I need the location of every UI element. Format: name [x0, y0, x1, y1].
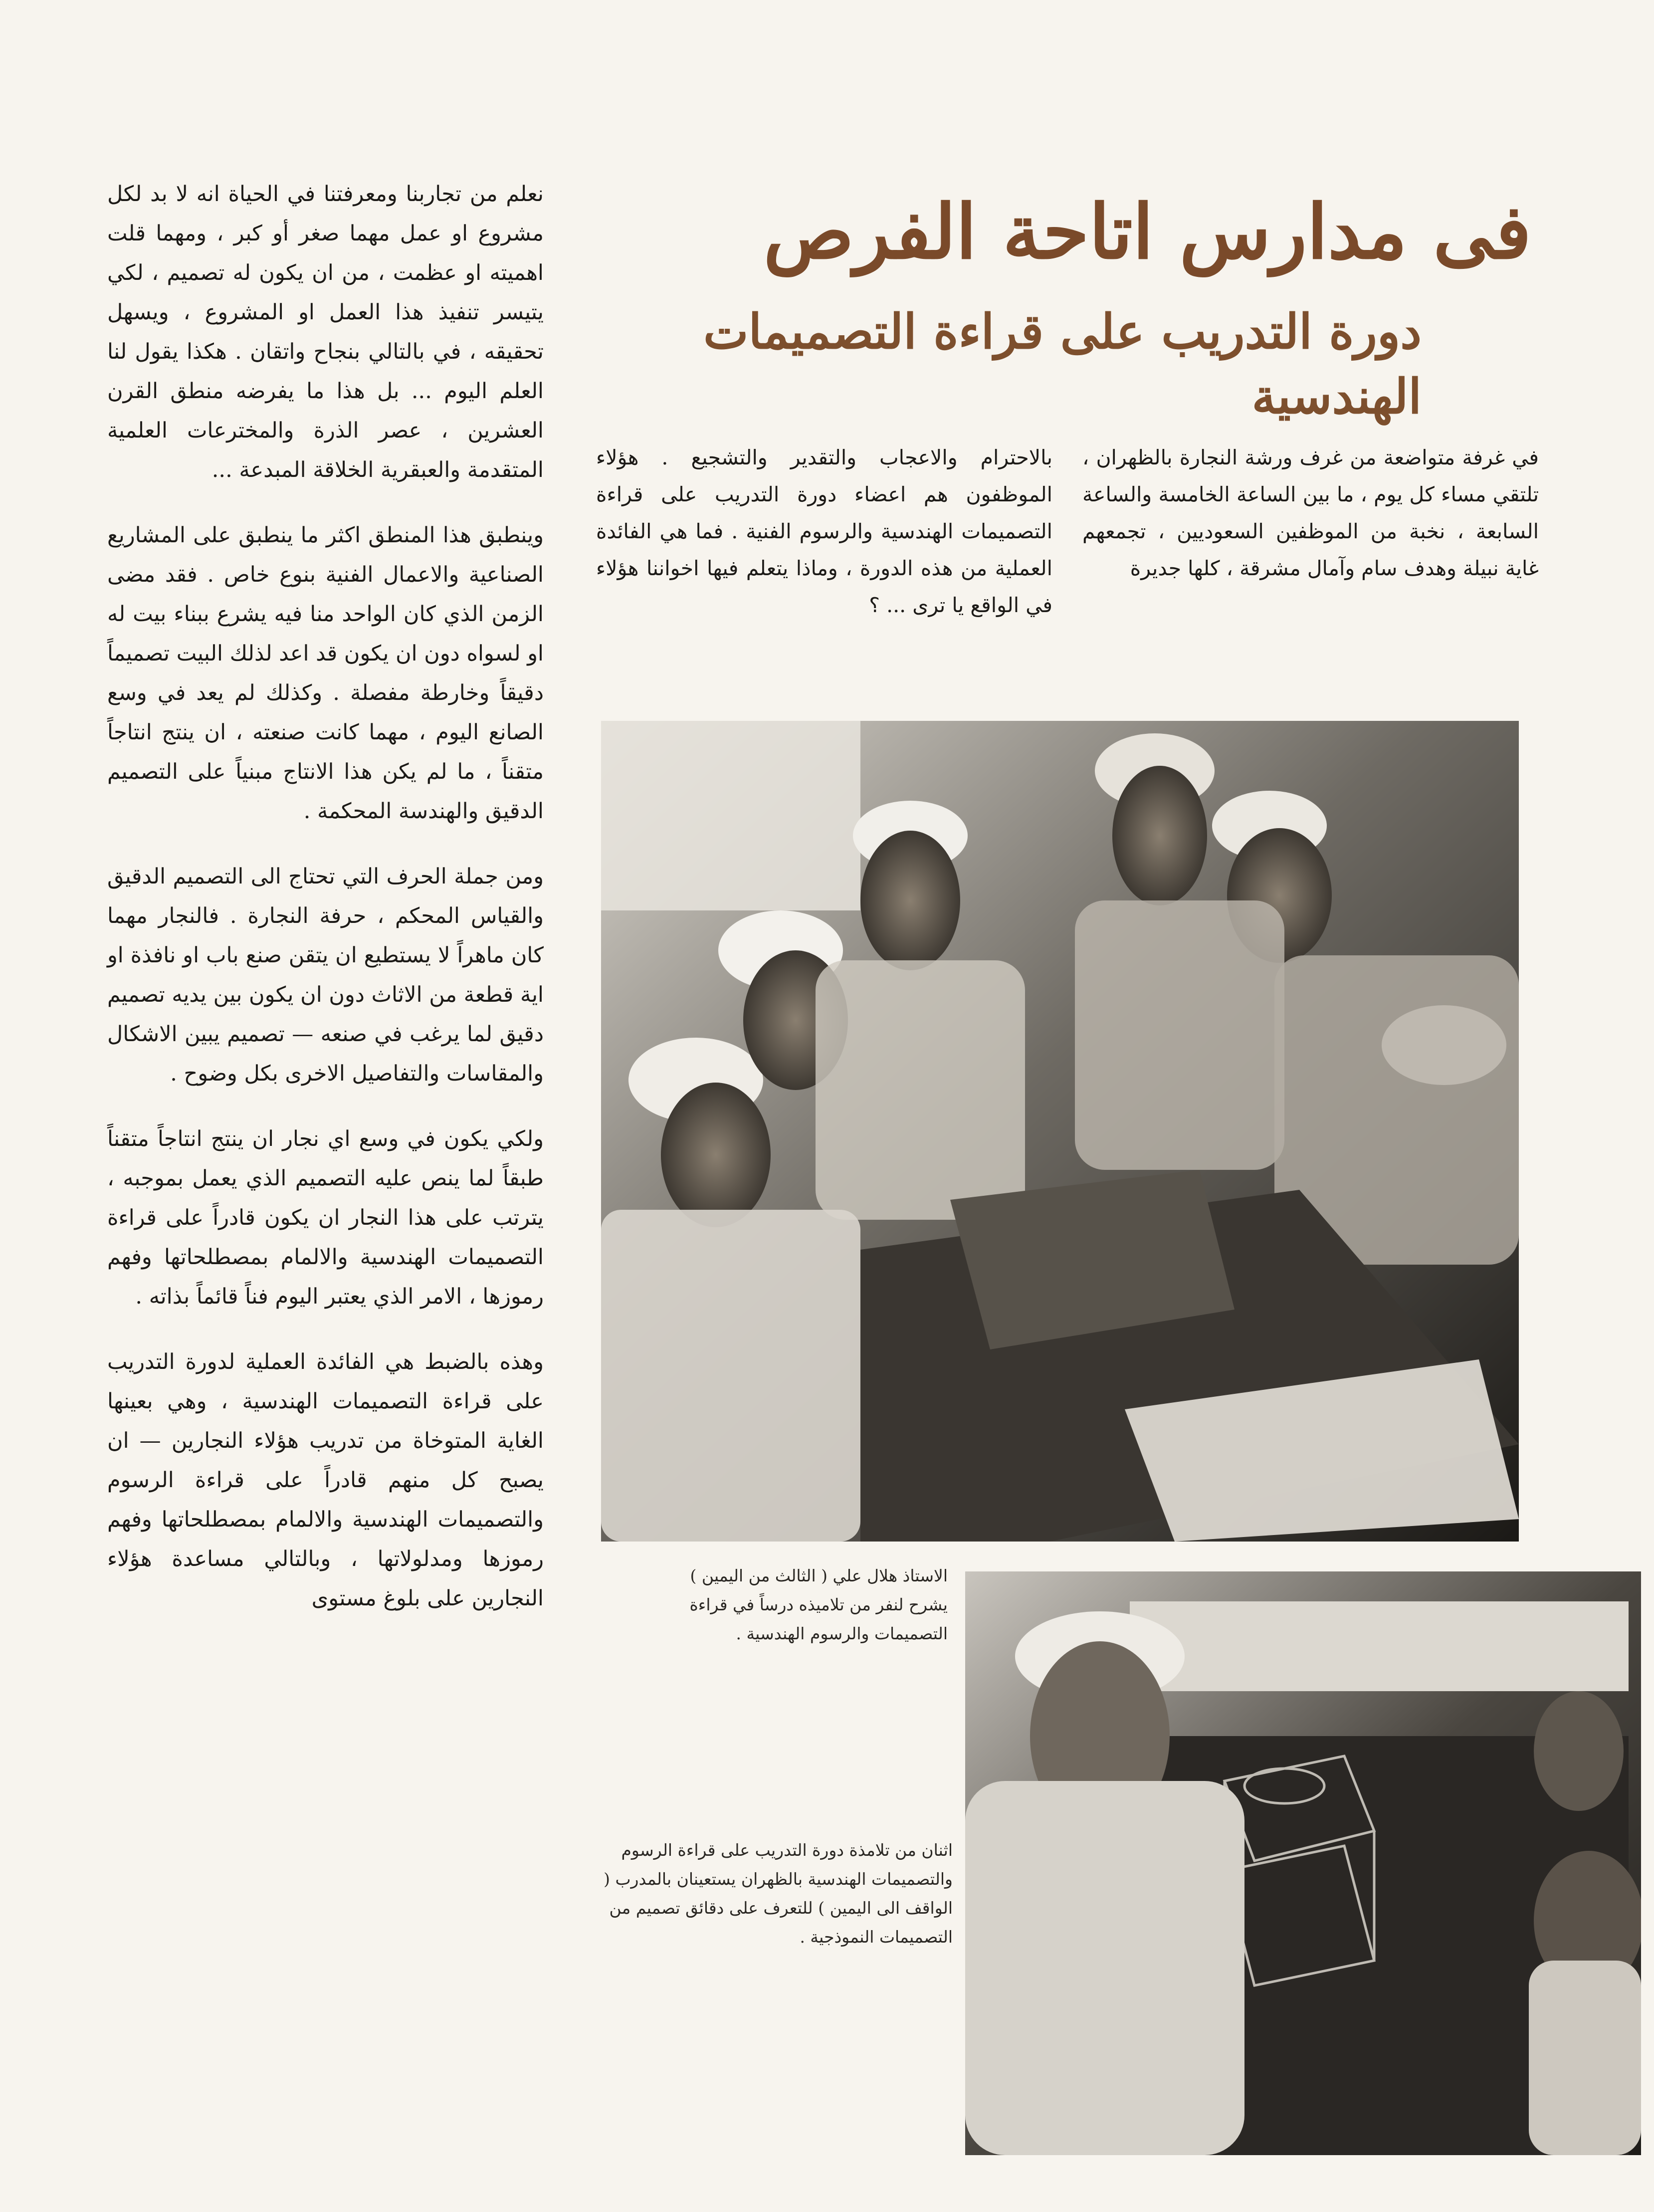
photo-caption-2	[594, 1836, 953, 1952]
article-subtitle: دورة التدريب على قراءة التصميمات الهندسية	[703, 303, 1422, 425]
workshop-group-photo-image	[601, 721, 1519, 1542]
article-paragraph-2: وينطبق هذا المنطق اكثر ما ينطبق على المشاريع الصناعية والاعمال الفنية بنوع خاص . فقد مضى الزمن الذي كان الواحد منا فيه يشرع ببناء بيت له او لسواه دون ان يكون قد اعد لذلك البيت تصميماً دقيقاً وخارطة مفصلة . وكذلك لم يعد في وسع الصانع اليوم ، مهما كانت صنعته ، ان ينتج انتاجاً متقناً ، ما لم يكن هذا الانتاج مبنياً على التصميم الدقيق والهندسة المحكمة .	[107, 523, 544, 824]
blackboard-lesson-photo	[965, 1571, 1641, 2155]
article-title-block	[698, 185, 1546, 434]
intro-right-column	[1082, 439, 1539, 678]
article-paragraph-4: ولكي يكون في وسع اي نجار ان ينتج انتاجاً متقناً طبقاً لما ينص عليه التصميم الذي يعمل بموجبه ، يترتب على هذا النجار ان يكون قادراً على قراءة التصميمات الهندسية والالمام بمصطلحاتها وفهم رموزها ، الامر الذي يعتبر اليوم فناً قائماً بذاته .	[107, 1126, 544, 1309]
article-title: فى مدارس اتاحة الفرص	[763, 188, 1531, 276]
workshop-group-photo	[601, 721, 1519, 1542]
intro-paragraph-right: في غرفة متواضعة من غرف ورشة النجارة بالظهران ، تلتقي مساء كل يوم ، ما بين الساعة الخامسة والساعة السابعة ، نخبة من الموظفين السعوديين ، تجمعهم غاية نبيلة وهدف سام وآمال مشرقة ، كلها جديرة	[1082, 445, 1539, 580]
article-body-column	[107, 175, 544, 2020]
article-paragraph-3: ومن جملة الحرف التي تحتاج الى التصميم الدقيق والقياس المحكم ، حرفة النجارة . فالنجار مهما كان ماهراً لا يستطيع ان يتقن صنع باب او نافذة او اية قطعة من الاثاث دون ان يكون بين يديه تصميم دقيق لما يرغب في صنعه — تصميم يبين الاشكال والمقاسات والتفاصيل الاخرى بكل وضوح .	[107, 864, 544, 1086]
article-paragraph-5: وهذه بالضبط هي الفائدة العملية لدورة التدريب على قراءة التصميمات الهندسية ، وهي بعينها الغاية المتوخاة من تدريب هؤلاء النجارين — ان يصبح كل منهم قادراً على قراءة الرسوم والتصميمات الهندسية والالمام بمصطلحاتها وفهم رموزها ومدلولاتها ، وبالتالي مساعدة هؤلاء النجارين على بلوغ مستوى	[107, 1349, 544, 1611]
photo-caption-1-text: الاستاذ هلال علي ( الثالث من اليمين ) يشرح لنفر من تلاميذه درساً في قراءة التصميمات والرسوم الهندسية .	[689, 1566, 948, 1643]
intro-paragraph-left: بالاحترام والاعجاب والتقدير والتشجيع . هؤلاء الموظفون هم اعضاء دورة التدريب على قراءة التصميمات الهندسية والرسوم الفنية . فما هي الفائدة العملية من هذه الدورة ، وماذا يتعلم فيها اخواننا هؤلاء في الواقع يا ترى ... ؟	[596, 445, 1052, 617]
blackboard-lesson-photo-image	[965, 1571, 1641, 2155]
photo-caption-2-text: اثنان من تلامذة دورة التدريب على قراءة الرسوم والتصميمات الهندسية بالظهران يستعينان بالمدرب ( الواقف الى اليمين ) للتعرف على دقائق تصميم من التصميمات النموذجية .	[604, 1840, 953, 1947]
intro-left-column	[596, 439, 1052, 678]
article-paragraph-1: نعلم من تجاربنا ومعرفتنا في الحياة انه لا بد لكل مشروع او عمل مهما صغر أو كبر ، ومهما قلت اهميته او عظمت ، من ان يكون له تصميم ، لكي يتيسر تنفيذ هذا العمل او المشروع ، ويسهل تحقيقه ، في بالتالي بنجاح واتقان . هكذا يقول لنا العلم اليوم ... بل هذا ما يفرضه منطق القرن العشرين ، عصر الذرة والمخترعات العلمية المتقدمة والعبقرية الخلاقة المبدعة ...	[107, 182, 544, 482]
photo-caption-1	[688, 1561, 948, 1648]
